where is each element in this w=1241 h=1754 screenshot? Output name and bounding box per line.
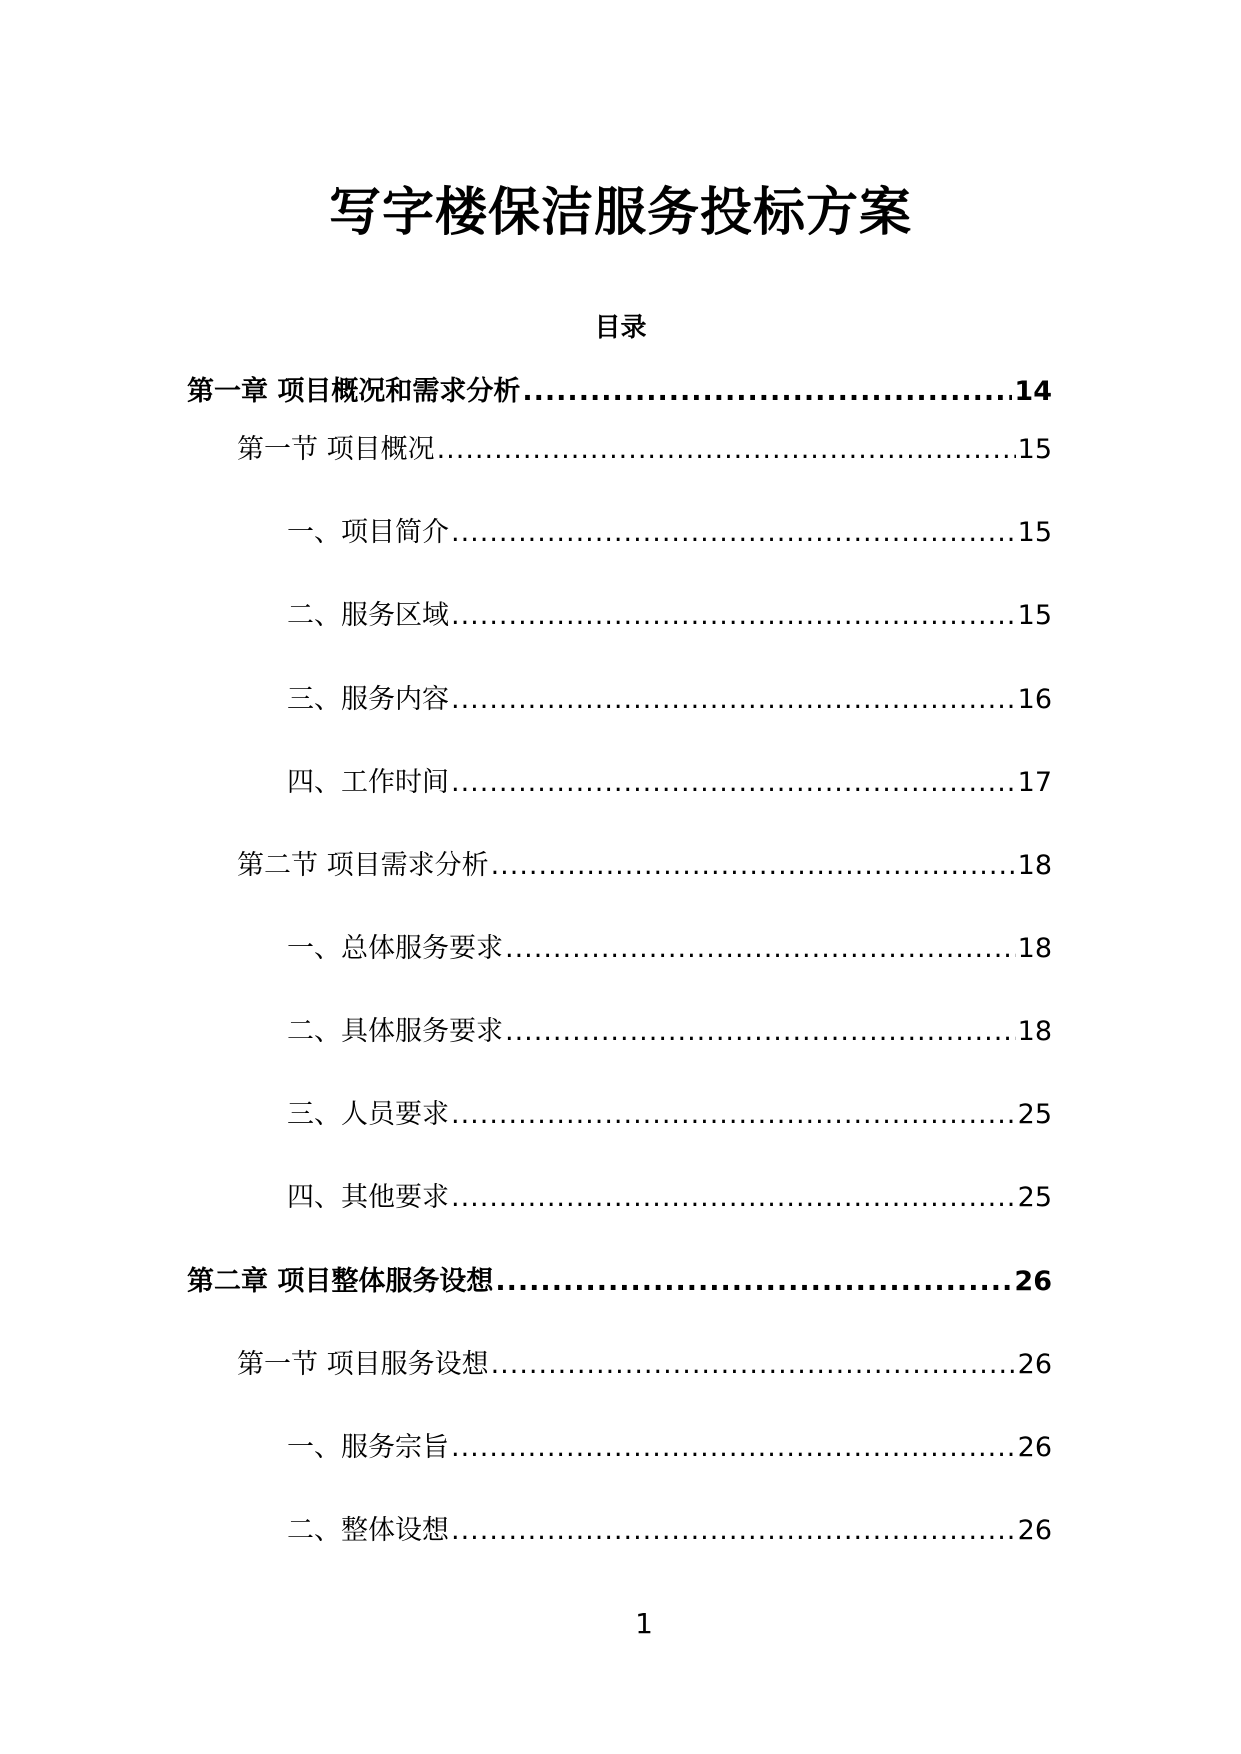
toc-dot-leader [451, 596, 1016, 636]
toc-entry-item[interactable] [287, 763, 1052, 803]
toc-dot-leader [491, 1345, 1016, 1385]
toc-entry-item[interactable] [287, 1428, 1052, 1468]
toc-entry-page: 26 [1017, 1349, 1052, 1380]
toc-dot-leader [491, 846, 1016, 886]
toc-dot-leader [451, 680, 1016, 720]
toc-entry-label: 三、人员要求 [287, 1099, 449, 1130]
page-number: 1 [635, 1607, 653, 1640]
toc-entry-section-2-1[interactable] [237, 1345, 1052, 1385]
toc-entry-item[interactable] [287, 1511, 1052, 1551]
toc-entry-label: 第一章 项目概况和需求分析 [187, 376, 521, 407]
toc-entry-page: 26 [1017, 1432, 1052, 1463]
toc-entry-page: 18 [1017, 850, 1052, 881]
toc-dot-leader [451, 1178, 1016, 1218]
toc-entry-label: 第一节 项目概况 [237, 434, 435, 465]
toc-entry-item[interactable] [287, 513, 1052, 553]
toc-entry-label: 四、其他要求 [287, 1182, 449, 1213]
toc-entry-page: 15 [1017, 434, 1052, 465]
toc-dot-leader [505, 1012, 1016, 1052]
toc-dot-leader [451, 1095, 1016, 1135]
toc-entry-page: 26 [1017, 1515, 1052, 1546]
toc-entry-page: 15 [1017, 517, 1052, 548]
toc-dot-leader [495, 1262, 1012, 1302]
toc-heading: 目录 [594, 313, 647, 343]
toc-entry-page: 14 [1014, 376, 1052, 407]
toc-entry-item[interactable] [287, 1178, 1052, 1218]
toc-entry-label: 一、服务宗旨 [287, 1432, 449, 1463]
toc-entry-page: 25 [1017, 1182, 1052, 1213]
toc-entry-section-1-1[interactable] [237, 430, 1052, 470]
toc-entry-label: 一、总体服务要求 [287, 933, 503, 964]
toc-entry-label: 第一节 项目服务设想 [237, 1349, 489, 1380]
toc-entry-label: 四、工作时间 [287, 767, 449, 798]
toc-entry-item[interactable] [287, 1095, 1052, 1135]
toc-entry-page: 18 [1017, 933, 1052, 964]
toc-entry-item[interactable] [287, 1012, 1052, 1052]
toc-entry-label: 二、服务区域 [287, 600, 449, 631]
toc-dot-leader [505, 929, 1016, 969]
toc-entry-page: 25 [1017, 1099, 1052, 1130]
toc-entry-label: 二、整体设想 [287, 1515, 449, 1546]
toc-entry-label: 一、项目简介 [287, 517, 449, 548]
toc-entry-label: 第二节 项目需求分析 [237, 850, 489, 881]
toc-entry-page: 26 [1014, 1266, 1052, 1297]
toc-entry-item[interactable] [287, 929, 1052, 969]
toc-entry-label: 三、服务内容 [287, 684, 449, 715]
toc-entry-label: 第二章 项目整体服务设想 [187, 1266, 494, 1297]
toc-dot-leader [451, 763, 1016, 803]
toc-entry-chapter-2[interactable] [187, 1262, 1052, 1302]
toc-dot-leader [451, 513, 1016, 553]
toc-entry-page: 18 [1017, 1016, 1052, 1047]
toc-entry-label: 二、具体服务要求 [287, 1016, 503, 1047]
toc-entry-page: 15 [1017, 600, 1052, 631]
toc-entry-item[interactable] [287, 680, 1052, 720]
toc-entry-page: 16 [1017, 684, 1052, 715]
toc-entry-page: 17 [1017, 767, 1052, 798]
toc-entry-item[interactable] [287, 596, 1052, 636]
toc-dot-leader [522, 372, 1012, 412]
toc-entry-chapter-1[interactable] [187, 372, 1052, 412]
toc-dot-leader [451, 1428, 1016, 1468]
toc-dot-leader [437, 430, 1016, 470]
toc-dot-leader [451, 1511, 1016, 1551]
toc-entry-section-1-2[interactable] [237, 846, 1052, 886]
document-title: 写字楼保洁服务投标方案 [328, 183, 912, 243]
